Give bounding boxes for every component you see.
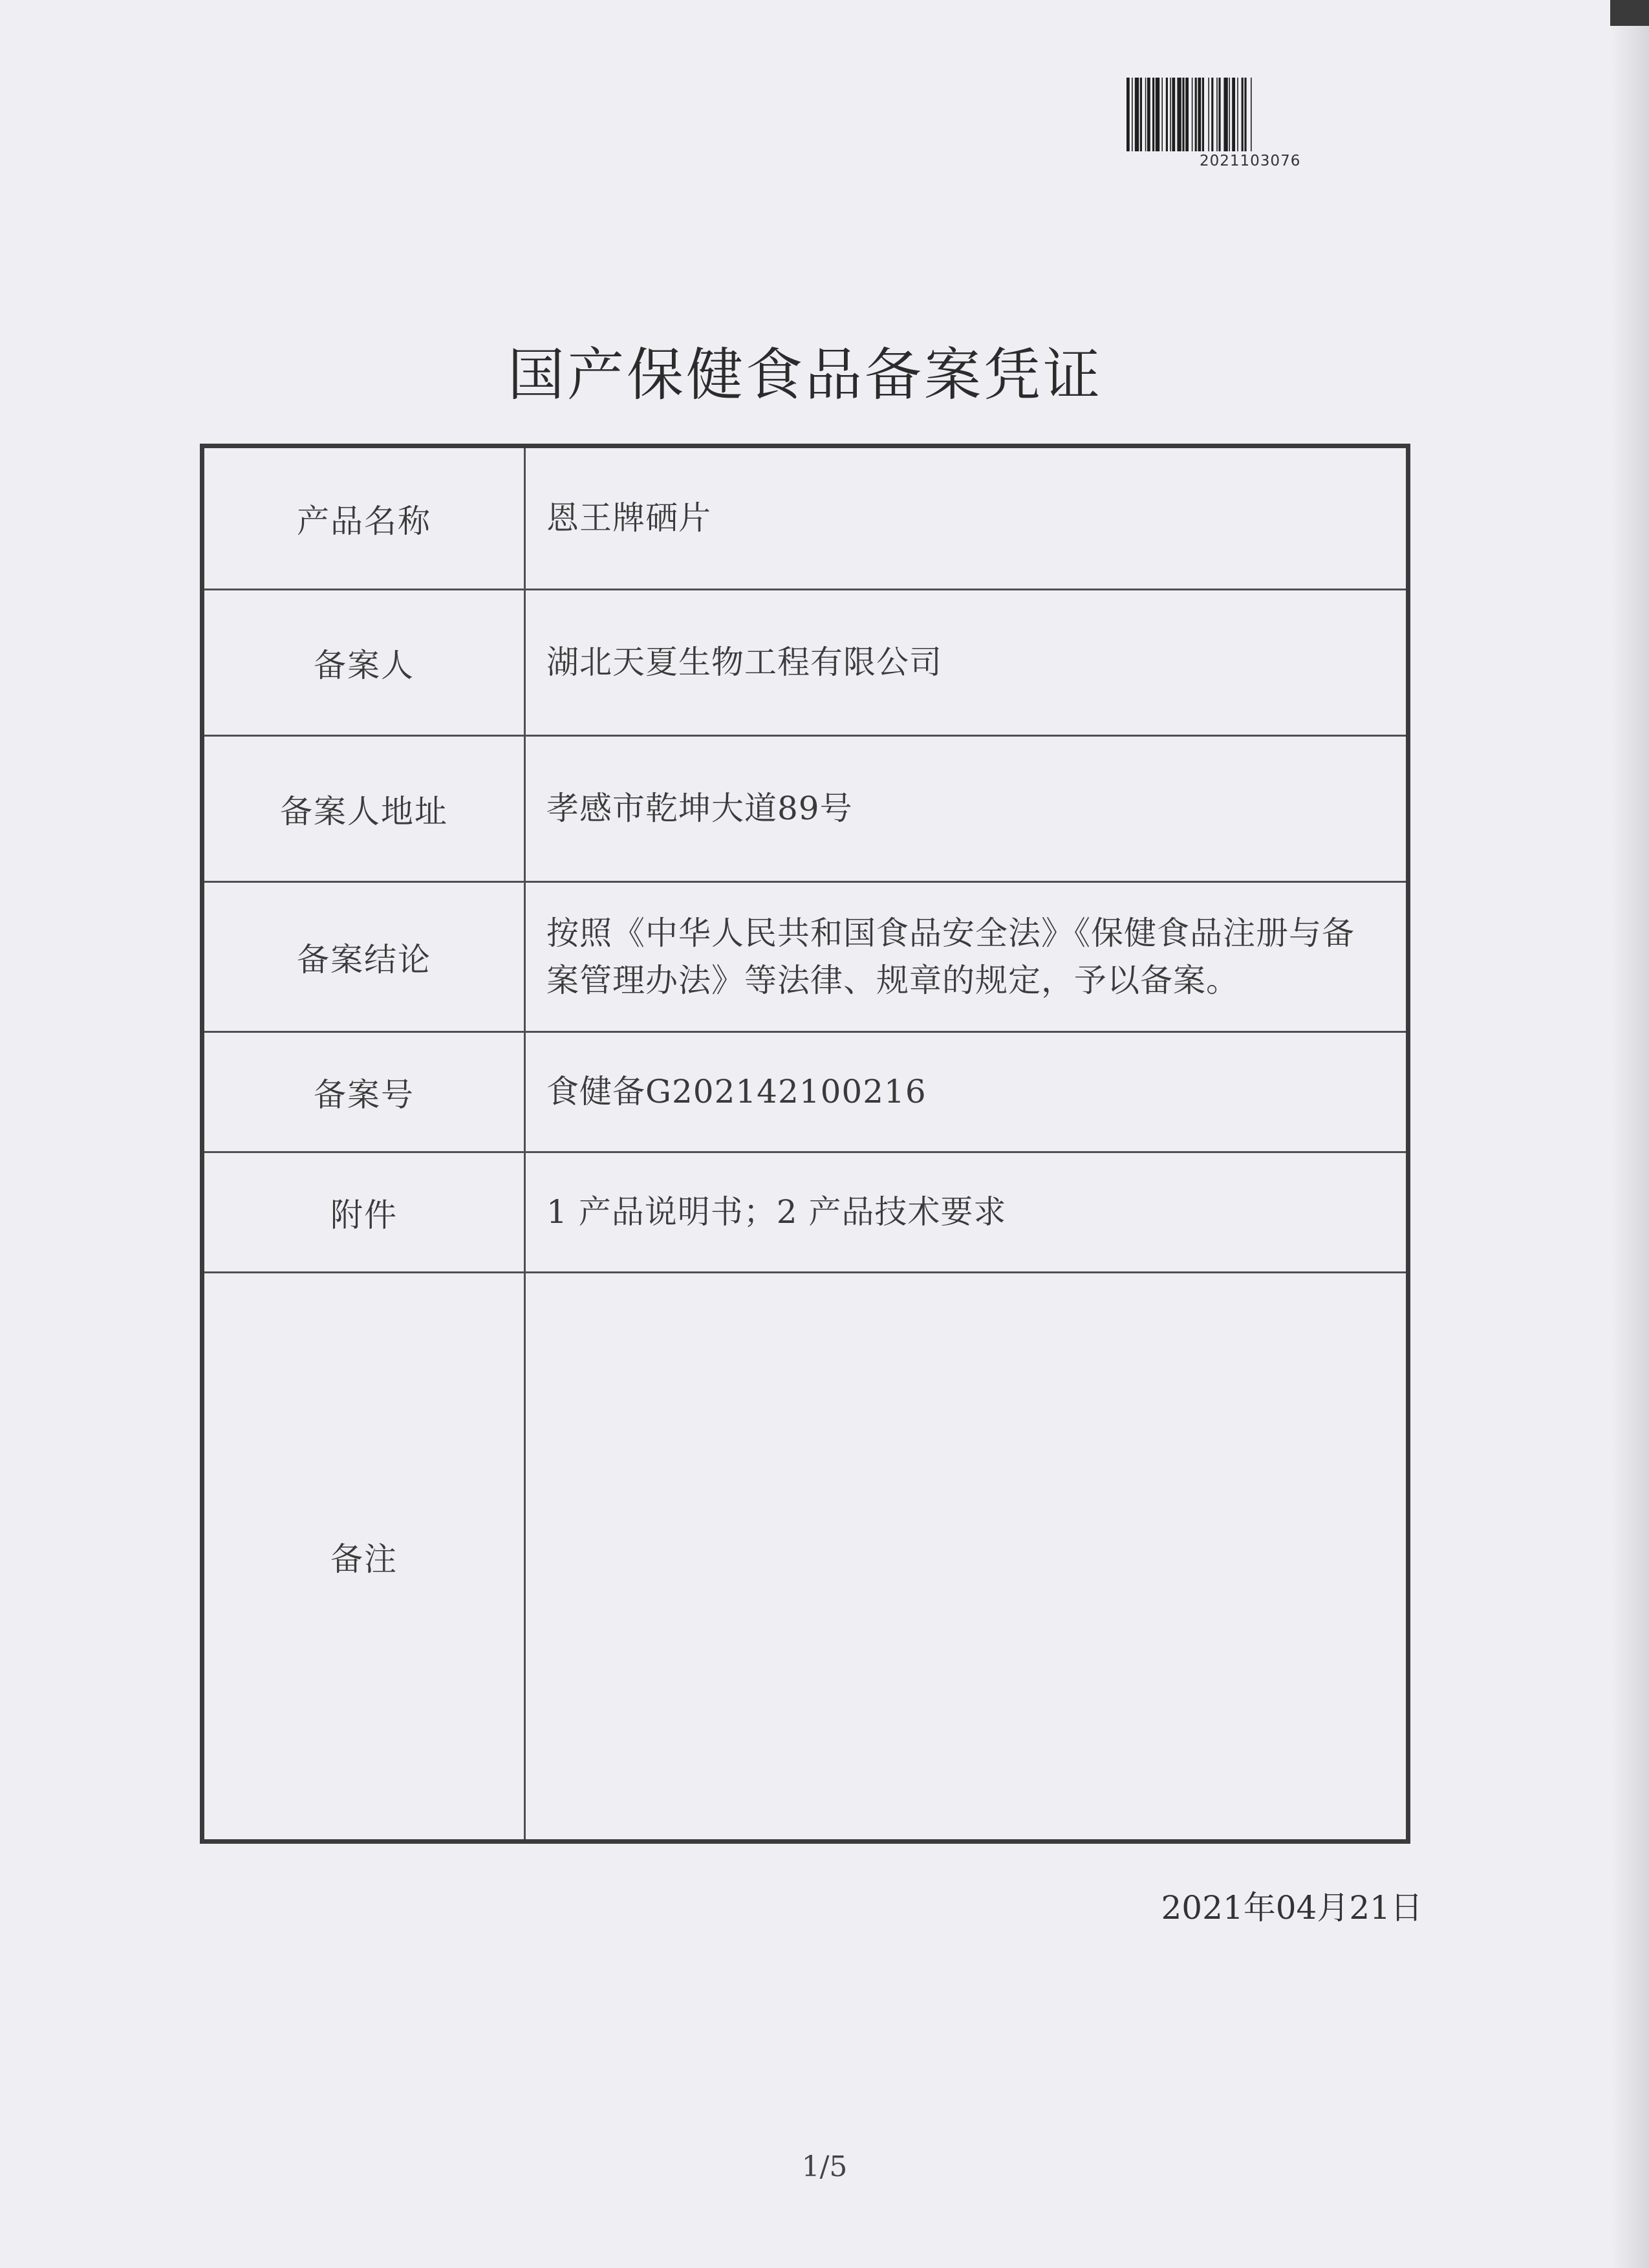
row-value [525,1273,1408,1842]
barcode-number: 2021103076 [1200,153,1301,169]
table-row [202,446,1408,590]
page-number: 1/5 [801,2150,848,2183]
record-table [200,444,1410,1844]
row-label: 产品名称 [202,446,525,590]
row-label: 备案人地址 [202,736,525,882]
row-label: 备案人 [202,590,525,736]
row-label: 备案号 [202,1032,525,1152]
row-value: 孝感市乾坤大道89号 [525,736,1408,882]
scan-edge [1610,0,1649,26]
row-value: 湖北天夏生物工程有限公司 [525,590,1408,736]
row-label: 备案结论 [202,882,525,1032]
table-row [202,1032,1408,1152]
issue-date: 2021年04月21日 [1161,1889,1423,1927]
row-label: 备注 [202,1273,525,1842]
barcode-bars [1124,76,1383,153]
barcode [1124,76,1383,154]
page-edge-shadow [1610,0,1649,2268]
table-row [202,736,1408,882]
table-row [202,1273,1408,1842]
row-label: 附件 [202,1152,525,1273]
table-row [202,882,1408,1032]
row-value: 按照《中华人民共和国食品安全法》《保健食品注册与备案管理办法》等法律、规章的规定，予以备案。 [525,882,1408,1032]
row-value: 食健备G202142100216 [525,1032,1408,1152]
row-value: 1 产品说明书；2 产品技术要求 [525,1152,1408,1273]
page-title: 国产保健食品备案凭证 [507,341,1103,408]
table-row [202,590,1408,736]
table-row [202,1152,1408,1273]
row-value: 恩王牌硒片 [525,446,1408,590]
